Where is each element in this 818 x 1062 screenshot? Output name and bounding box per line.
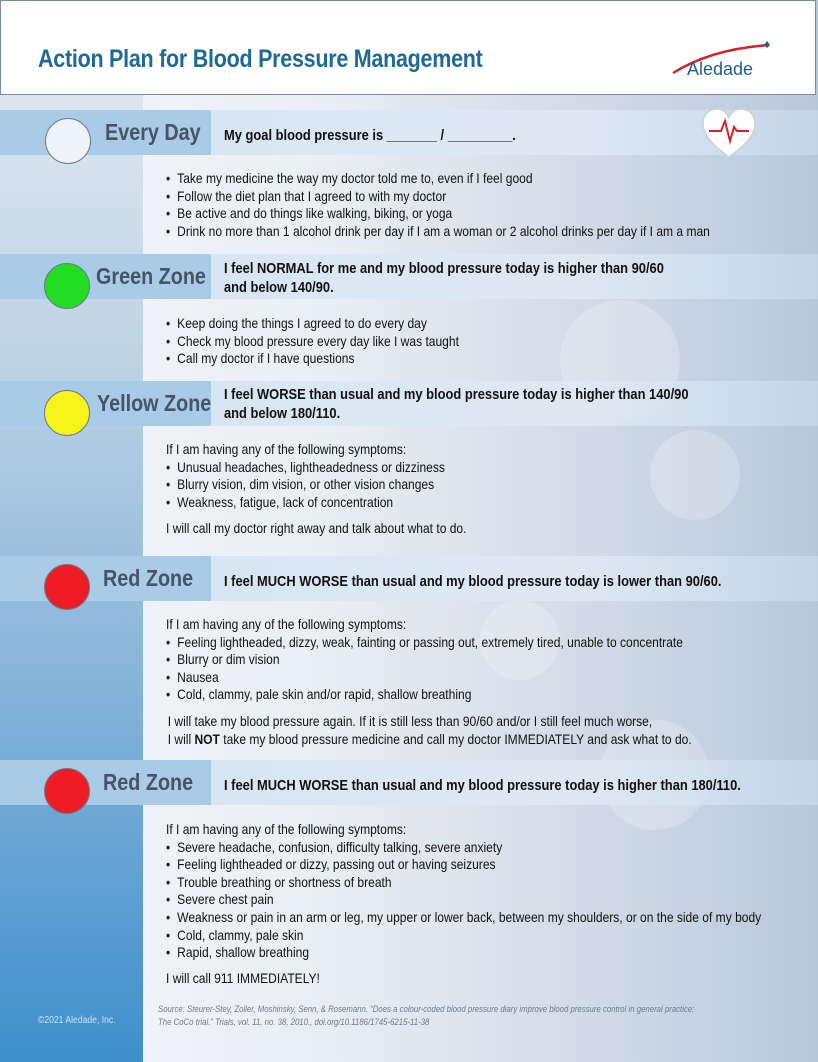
zone-name: Green Zone — [96, 263, 206, 289]
list-item: • Follow the diet plan that I agreed to with my doctor — [166, 188, 710, 206]
zone-heading: I feel MUCH WORSE than usual and my blood pressure today is lower than 90/60. — [224, 573, 722, 590]
red-zone-high-circle-icon — [44, 768, 90, 814]
green-zone-band — [0, 254, 818, 299]
zone-name: Red Zone — [103, 769, 194, 795]
list-item: • Drink no more than 1 alcohol drink per day if I am a woman or 2 alcohol drinks per day if I am a man — [166, 223, 710, 241]
list-item: • Severe chest pain — [166, 891, 761, 909]
list-item: • Blurry vision, dim vision, or other vision changes — [166, 476, 466, 494]
symptoms-intro: If I am having any of the following symptoms: — [166, 616, 407, 632]
list-item: • Take my medicine the way my doctor told me to, even if I feel good — [166, 170, 710, 188]
copyright: ©2021 Aledade, Inc. — [38, 1015, 116, 1026]
zone-heading: I feel WORSE than usual and my blood pressure today is higher than 140/90 and below 180/110. — [224, 386, 689, 422]
red-zone-low-circle-icon — [44, 564, 90, 610]
zone-name: Red Zone — [103, 565, 194, 591]
list-item: • Rapid, shallow breathing — [166, 944, 761, 962]
zone-heading: I feel MUCH WORSE than usual and my blood pressure today is higher than 180/110. — [224, 777, 741, 794]
list-item: • Keep doing the things I agreed to do every day — [166, 315, 459, 333]
symptoms-intro: If I am having any of the following symptoms: — [166, 821, 407, 837]
page-title: Action Plan for Blood Pressure Management — [38, 45, 483, 73]
list-item: • Unusual headaches, lightheadedness or dizziness — [166, 459, 466, 477]
red-zone-high-content — [166, 821, 761, 987]
list-item: • Call my doctor if I have questions — [166, 350, 459, 368]
list-item: • Feeling lightheaded, dizzy, weak, fainting or passing out, extremely tired, unable to concentrate — [166, 634, 692, 652]
list-item: • Cold, clammy, pale skin — [166, 927, 761, 945]
closing-text: I will call 911 IMMEDIATELY! — [166, 969, 320, 986]
every-day-content — [166, 170, 710, 240]
green-zone-content — [166, 315, 459, 368]
list-item: • Weakness, fatigue, lack of concentration — [166, 494, 466, 512]
green-zone-circle-icon — [44, 263, 90, 309]
list-item: • Be active and do things like walking, biking, or yoga — [166, 205, 710, 223]
zone-name: Every Day — [105, 119, 201, 145]
source-citation: Source: Steurer-Stey, Zoller, Moshinsky, Senn, & Rosemann. “Does a colour-coded blood pressure diary improve blood pressure control in general practice: The CoCo trial.” Trials, vol. 11, no. 38, 2010., doi.org/10.1186/1745-6215-11-38 — [158, 1004, 695, 1028]
list-item: • Weakness or pain in an arm or leg, my upper or lower back, between my shoulders, or on the side of my body — [166, 909, 761, 927]
list-item: • Trouble breathing or shortness of breath — [166, 874, 761, 892]
list-item: • Feeling lightheaded or dizzy, passing out or having seizures — [166, 856, 761, 874]
list-item: • Check my blood pressure every day like I was taught — [166, 333, 459, 351]
every-day-band — [0, 110, 818, 155]
yellow-zone-circle-icon — [44, 390, 90, 436]
closing-text-2: I will NOT take my blood pressure medicine and call my doctor IMMEDIATELY and ask what to do. — [167, 730, 692, 747]
red-zone-low-band — [0, 556, 818, 601]
red-zone-low-content — [166, 616, 692, 748]
red-zone-high-band — [0, 760, 818, 805]
list-item: • Nausea — [166, 669, 692, 687]
symptoms-intro: If I am having any of the following symptoms: — [166, 441, 407, 457]
list-item: • Severe headache, confusion, difficulty talking, severe anxiety — [166, 839, 761, 857]
logo-text: Aledade — [687, 59, 754, 79]
zone-heading: My goal blood pressure is _______ / _________. — [224, 127, 516, 144]
zone-name: Yellow Zone — [97, 390, 212, 416]
closing-text: I will take my blood pressure again. If it is still less than 90/60 and/or I still feel much worse, — [167, 712, 653, 729]
yellow-zone-band — [0, 381, 818, 426]
yellow-zone-content — [166, 441, 466, 538]
list-item: • Cold, clammy, pale skin and/or rapid, shallow breathing — [166, 686, 692, 704]
list-item: • Blurry or dim vision — [166, 651, 692, 669]
heart-icon — [701, 107, 757, 161]
closing-text: I will call my doctor right away and talk about what to do. — [166, 520, 467, 537]
every-day-circle-icon — [45, 118, 91, 164]
page-header — [0, 0, 816, 95]
zone-heading: I feel NORMAL for me and my blood pressure today is higher than 90/60 and below 140/90. — [224, 260, 664, 296]
